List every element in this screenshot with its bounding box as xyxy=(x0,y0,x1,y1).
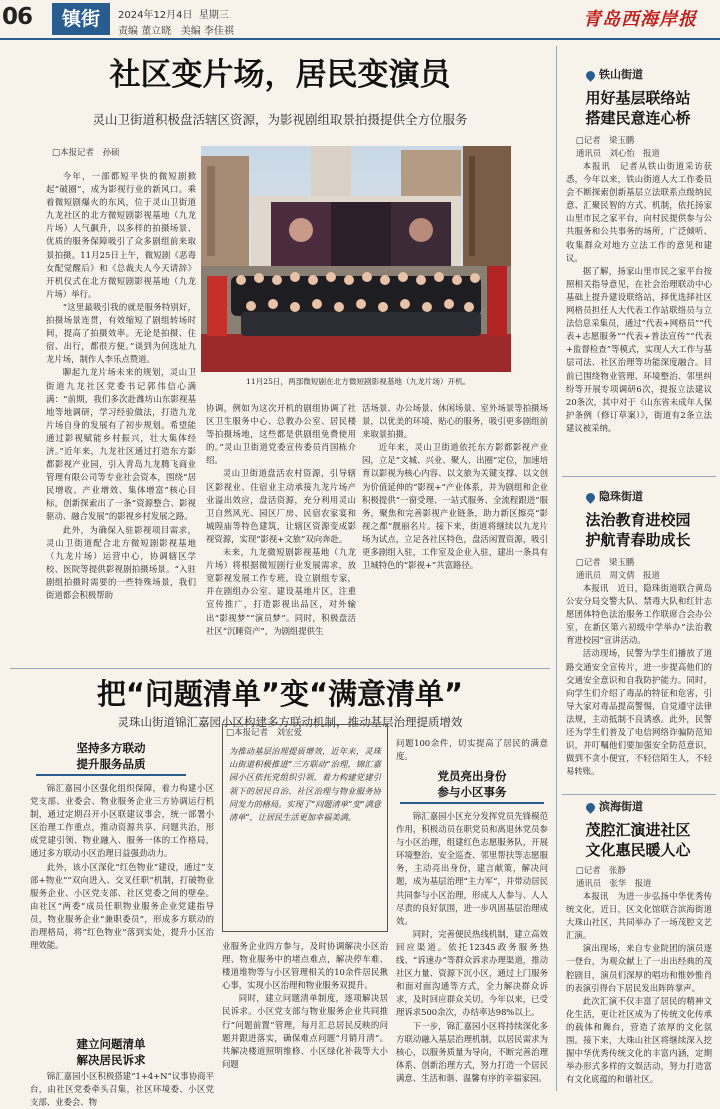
subheading-underline xyxy=(36,774,186,776)
paragraph: 活动现场，民警为学生们播放了道路交通安全宣传片，进一步提高他们的交通安全意识和自我防护能力。同时，向学生们介绍了毒品的特征和危害，引导大家对毒品提高警惕，自觉遵守法律法规，主动抵制不良诱惑。此外，民警还为学生们普及了电信网络诈骗防范知识，并叮嘱他们要加强安全防范意识，做到不贪小便宜，不轻信陌生人，不轻易转账。 xyxy=(566,648,712,777)
sidebar2-text xyxy=(566,582,712,790)
subheading-problem-list: 建立问题清单 解决居民诉求 xyxy=(76,1037,146,1067)
paragraph: 协调，例如为这次开机的剧组协调了社区卫生服务中心、总教办公室、居民楼等拍摄场地，这些都是供剧组免费使用的。”灵山卫街道党委宣传委员肖国栋介绍。 xyxy=(206,403,356,466)
sidebar3-byline2: 通讯员 张华 报道 xyxy=(576,878,652,888)
paragraph: 锦汇嘉园小区积极搭建“1+4+N”议事协商平台，由社区党委牵头召集，社区环境委、小区党支部、业委会、物 xyxy=(30,1071,214,1108)
paragraph: 此外，该小区深化“红色物业”建设，通过“支部+物业”“双向进入、交叉任职”机制，打破物业服务企业、小区党支部、社区党委之间的壁垒。由社区“两委”成员任职物业服务企业党建指导员，物业服务企业“兼职委员”，形成多方联动的治理格局，将“红色物业”落到实处，提升小区治理效能。 xyxy=(30,861,214,951)
article2-col1-end xyxy=(30,1070,214,1108)
article-separator xyxy=(10,668,550,669)
editor-label: 责编 xyxy=(118,26,138,37)
subheading-party-members: 党员亮出身份 参与小区事务 xyxy=(437,769,507,799)
section-badge: 镇街 xyxy=(52,3,110,35)
sidebar3-text xyxy=(566,890,712,1094)
sidebar-separator xyxy=(562,794,716,795)
location-pin-icon xyxy=(584,69,597,82)
sidebar-tag-tieshan xyxy=(586,66,643,82)
paragraph: 演出现场，来自专业院团的演员逐一登台，为观众献上了一出出经典的茂腔剧目，演员们深厚的唱功和惟妙惟肖的表演引得台下居民发出阵阵掌声。 xyxy=(566,943,712,993)
issue-date xyxy=(118,6,229,21)
article1-col3 xyxy=(362,402,548,662)
designer-name: 李佳祺 xyxy=(203,26,234,37)
sidebar-tag-yinzhu xyxy=(586,488,643,504)
editor-name: 董立晓 xyxy=(141,26,172,37)
paragraph: 近年来，灵山卫街道依托东方影都影视产业园，立足“文城、兴业、聚人、出圈”定位，加速培育以影视为核心内容、以文旅为关键支撑、以文创为价值延伸的“影视+”产业体系，并为剧组和企业积极提供“一窗受理、一站式服务、全流程跟进”服务，聚焦和完善影视产业链条，助力新区擦亮“影视之都”靓丽名片。接下来，街道将继续以九龙片场为试点，立足各社区特色，盘活闲置资源，吸引更多剧组入驻，工作室及企业入驻，建出一条具有卫城特色的“影视+”共富路径。 xyxy=(362,442,548,571)
paragraph: 此次汇演不仅丰富了居民的精神文化生活，更让社区成为了传统文化传承的载体和舞台，营造了浓厚的文化氛围。接下来，大珠山社区将继续深入挖掘中华优秀传统文化的丰富内涵，定期举办形式多样的文娱活动，努力打造富有文化底蕴的和谐社区。 xyxy=(566,995,712,1085)
sidebar2-byline1: □记者 梁玉鹏 xyxy=(576,557,635,567)
sidebar1-text xyxy=(566,160,712,472)
paragraph: 未来，九龙微短剧影视基地（九龙片场）将根据微短剧行业发展需求，放宽影视发展工作专班，设立剧组专家，并在剧组办公室、建设基地片区，注重宣传推广，打造影视出品区，对外输出“影视梦”“演员梦”。同时，积极盘活社区“沉睡资产”，为剧组提供生 xyxy=(206,547,356,636)
sidebar2-title: 法治教育进校园 护航青春助成长 xyxy=(585,511,691,549)
article2-col2 xyxy=(222,940,388,1095)
paragraph: 锦汇嘉园小区充分发挥党员先锋模范作用，积极动员在职党员和离退休党员参与小区治理，组建红色志愿服务队，开展环境整治、安全巡查、邻里帮扶等志愿服务，主动亮出身份，建言献策，解决问题，成为基层治理“主力军”，并带动居民共同参与小区治理，形成人人参与、人人尽责的良好氛围，进一步巩固基层治理成效。 xyxy=(396,811,548,926)
article2-byline: □本报记者 刘宏爱 xyxy=(226,728,303,738)
photo-illustration xyxy=(201,146,511,372)
paragraph: 同时，完善便民热线机制，建立高效回应渠道。依托12345政务服务热线、“诉速办”等群众诉求办理渠道，推动社区力量、资源下沉小区，通过上门服务和面对面沟通等方式，全力解决群众诉求，及时回应群众关切。今年以来，已受理诉求500余次，办结率达98%以上。 xyxy=(396,928,548,1018)
paragraph: 锦汇嘉园小区强化组织保障，着力构建小区党支部、业委会、物业服务企业三方协调运行机制，通过定期召开小区联建议事会，统一部署小区治理工作重点，推动资源共享、问题共治，形成党建引领、物业融入、服务一体的工作格局，通过多方联动小区治理日益强劲动力。 xyxy=(30,783,214,859)
article1-byline: □本报记者 孙硕 xyxy=(52,148,120,158)
paragraph: 业服务企业四方参与，及时协调解决小区治理、物业服务中的堵点难点，解决停车难、楼道堆物等与小区管理相关的10余件居民揪心事，实现小区治理和物业服务双提升。 xyxy=(222,941,388,991)
editor-note-text: 为推动基层治理提质增效，近年来，灵珠山街道积极推进“三方联动”治理，锦汇嘉园小区依托党组织引领，着力构建党建引领下的居民自治、社区治理与物业服务协同发力的格局。实现了“问题清单”变“满意清单”，让居民生活更加幸福美满。 xyxy=(229,746,381,823)
paragraph: 此外，为确保入驻影视项目需求，灵山卫街道配合北方微短剧影视基地（九龙片场）运营中心，协调辖区学校、医院等提供影视剧拍摄场景。“入驻剧组拍摄时需要的一些特殊场景，我们街道都会积极帮助 xyxy=(46,524,196,600)
paragraph: 下一步，锦汇嘉园小区将持续深化多方联动融入基层治理机制，以居民需求为核心，以服务质量为导向，不断完善治理体系、创新治理方式，努力打造一个居民满意、生活和谐、温馨有序的幸福家园。 xyxy=(396,1020,548,1083)
paragraph: 本报讯 为进一步弘扬中华优秀传统文化，近日，区文化馆联合滨海街道大珠山社区，共同举办了一场茂腔文艺汇演。 xyxy=(566,891,712,941)
sidebar3-title: 茂腔汇演进社区 文化惠民暖人心 xyxy=(585,821,691,859)
paragraph: 聊起九龙片场未来的规划，灵山卫街道九龙社区党委书记郭伟信心满满：“前期，我们多次赴潍坊山东影视基地等地调研，学习经验做法，打造九龙片场自身的发展有了初步规划。希望能通过影视赋能乡村振兴，壮大集体经济。”近年来，九龙社区通过打造东方影都影视产业园，引入青岛九龙腾飞商业管理有限公司等专业社会资本，围绕“居民增收、产业增效、集体增富”核心目标，创新探索出了一条“资源整合、影视驱动、融合发展”的影视乡村发展之路。 xyxy=(46,367,196,522)
article2-col3-top xyxy=(396,737,548,763)
paragraph: 活场景、办公场景、休闲场景、室外场景等拍摄场景，以优美的环境、贴心的服务，吸引更多剧组前来取景拍摄。 xyxy=(362,403,548,440)
article2-col1 xyxy=(30,782,214,1034)
sidebar-separator xyxy=(562,476,716,477)
photo-opening-ceremony xyxy=(201,146,511,372)
article2-subtitle: 灵珠山街道锦汇嘉园小区构建多方联动机制，推动基层治理提质增效 xyxy=(117,715,463,729)
sidebar1-byline2: 通讯员 刘心怡 报道 xyxy=(576,148,660,158)
paragraph: “这里最吸引我的就是服务特别好，拍摄场景连贯，有效缩短了剧组转场时间，提高了拍摄效率。无论是拍摄、住宿、出行，都很方便。”谈到为何选址九龙片场，制作人李乐点赞道。 xyxy=(46,301,196,365)
article2-title: 把“问题清单”变“满意清单” xyxy=(96,677,464,711)
paragraph: 灵山卫街道盘活农村资源，引导辖区影视业、住宿业主动承接九龙片场产业溢出效应，盘活资源，充分利用灵山卫自然风光、园区厂房、民宿农家宴和城隍庙等特色建筑，让辖区资源变成影视资源，实现“影视+文旅”双向奔赴。 xyxy=(206,468,356,544)
article2-col3 xyxy=(396,810,548,1095)
paragraph: 问题100余件，切实提高了居民的满意度。 xyxy=(396,738,548,762)
location-pin-icon xyxy=(584,491,597,504)
sidebar-tag-binhai xyxy=(586,798,643,814)
weekday: 星期三 xyxy=(198,10,229,21)
newspaper-logo: 青岛西海岸报 xyxy=(583,9,697,30)
sidebar1-title: 用好基层联络站 搭建民意连心桥 xyxy=(585,89,691,127)
subheading-multi-party: 坚持多方联动 提升服务品质 xyxy=(76,741,146,771)
article1-col1 xyxy=(46,170,196,662)
tag-label: 隐珠街道 xyxy=(599,490,643,503)
staff-line xyxy=(118,22,234,37)
sidebar1-byline1: □记者 梁玉鹏 xyxy=(576,135,635,145)
article1-col2 xyxy=(206,402,356,662)
column-divider xyxy=(556,46,557,1091)
photo-caption: 11月25日，两部微短剧在北方微短剧影视基地（九龙片场）开机。 xyxy=(246,377,471,386)
location-pin-icon xyxy=(584,801,597,814)
editor-note-box xyxy=(222,724,388,932)
tag-label: 滨海街道 xyxy=(599,800,643,813)
paragraph: 今年，一部都短平快的微短剧掀起“破圈”，成为影视行业的新风口。乘着微短剧爆火的东风，位于灵山卫街道九龙社区的北方微短剧影视基地（九龙片场）人气飙升，以多样的拍摄场景、优质的服务保障吸引了众多剧组前来取景拍摄。11月25日上午，微短剧《恶毒女配觉醒后》和《总裁夫人今天请辞》开机仪式在北方微短剧影视基地（九龙片场）举行。 xyxy=(46,171,196,299)
paragraph: 据了解，扬家山里市民之家平台按照相关指导意见，在社会治理联动中心基础上提升建设联络站，择优选择社区网格员担任人大代表工作站联络员与立法信息采集员，通过“代表+网格员”“代表+志愿服务”“代表+普法宣传”“代表+监督检查”等模式，实现人大工作与基层司法、社区治理等功能深度融合。目前已围绕物业管理、环境整治、邻里纠纷等开展专项调研6次，提报立法建议20条次，其中对于《山东省未成年人保护条例（修订草案）》，街道有2条立法建议被采纳。 xyxy=(566,265,712,433)
paragraph: 本报讯 记者从铁山街道采访获悉，今年以来，铁山街道人大工作委员会不断探索创新基层立法联系点级纳民意、汇聚民智的方式、机制，依托扬家山里市民之家平台，向村民提供参与公共服务和公共事务的场所，广泛倾听、收集群众对地方立法工作的意见和建议。 xyxy=(566,161,712,263)
designer-label: 美编 xyxy=(180,26,201,37)
article1-subtitle: 灵山卫街道积极盘活辖区资源，为影视剧组取景拍摄提供全方位服务 xyxy=(92,112,468,127)
paragraph: 本报讯 近日，隐珠街道联合黄岛公安分局交警大队、禁毒大队和红针志愿团体特色法治服务工作联席合会办公室，在新区第六初级中学举办“法治教育进校园”宣讲活动。 xyxy=(566,583,712,646)
paragraph: 同时，建立问题清单制度，逐项解决居民诉求。小区党支部与物业服务企业共同推行“问题前置”管理，每月汇总居民反映的问题并跟进落实，确保难点问题“月销月清”。共解决楼道照明维修、小区绿化补栽等大小问题 xyxy=(222,993,388,1069)
article1-title: 社区变片场，居民变演员 xyxy=(109,57,451,93)
subheading-underline xyxy=(400,802,544,804)
page-number: 06 xyxy=(2,4,33,30)
tag-label: 铁山街道 xyxy=(599,68,643,81)
date: 2024年12月4日 xyxy=(118,10,193,21)
sidebar3-byline1: □记者 张静 xyxy=(576,865,626,875)
sidebar2-byline2: 通讯员 周文倩 报道 xyxy=(576,570,660,580)
